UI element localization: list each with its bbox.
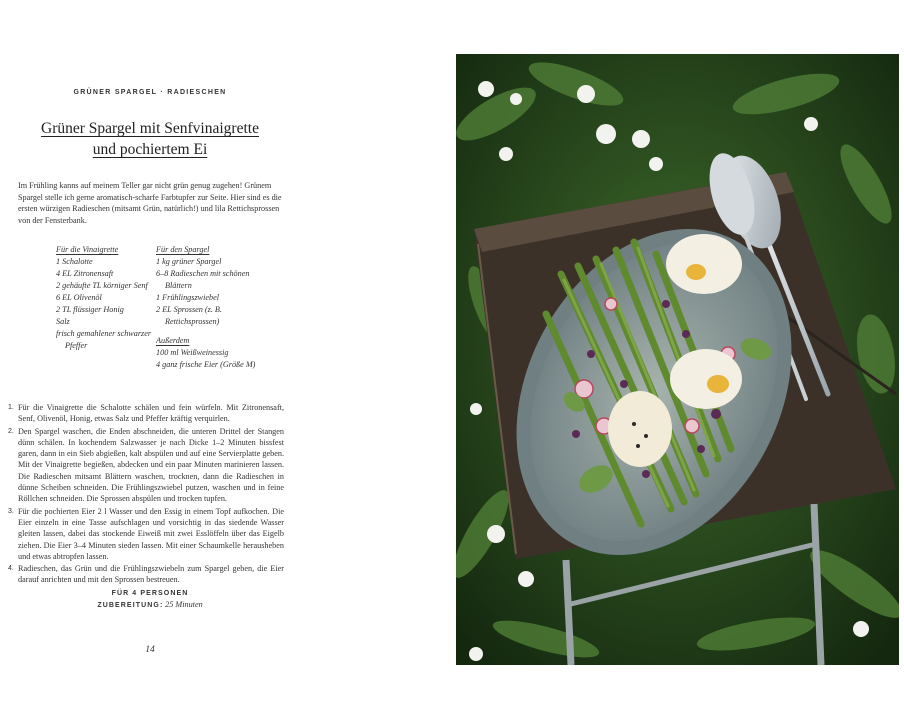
ingredient-item: 4 EL Zitronensaft [56,269,114,278]
step-text: Für die Vinaigrette die Schalotte schälen und fein würfeln. Mit Zitronensaft, Senf, Olivenöl, Honig, etwas Salz und Pfeffer kräftig verquirlen. [18,403,284,424]
step-number: 1. [8,404,14,411]
ingredient-item: 1 Frühlingszwiebel [156,293,219,302]
ingredient-item: 6–8 Radieschen mit schönen Blättern [156,269,250,290]
ingredient-item: 1 kg grüner Spargel [156,257,222,266]
ingredient-item: 6 EL Olivenöl [56,293,102,302]
ingredients-heading: Für die Vinaigrette [56,245,119,254]
servings-label: FÜR 4 PERSONEN [111,590,189,597]
prep-time-value: 25 Minuten [165,600,203,609]
recipe-step [8,506,284,562]
page-number: 14 [145,645,155,655]
ingredients-vinaigrette [56,244,156,352]
ingredient-item: 1 Schalotte [56,257,93,266]
ingredient-item: 4 ganz frische Eier (Größe M) [156,360,256,369]
recipe-step [8,402,284,425]
step-number: 4. [8,565,14,573]
ingredient-item: 100 ml Weißweinessig [156,348,229,357]
dish-photo [456,54,899,665]
ingredients-heading: Für den Spargel [156,245,210,254]
prep-time-label: ZUBEREITUNG: [97,602,164,609]
recipe-steps [8,402,284,587]
recipe-step [8,563,284,586]
ingredient-item: 2 EL Sprossen (z. B. Rettichsprossen) [156,305,222,326]
ingredient-item: Salz [56,317,70,326]
step-text: Den Spargel waschen, die Enden abschneiden, die unteren Drittel der Stangen dünn schälen. In kochendem Salzwasser je nach Dicke 1–2 Minuten bissfest garen, dann in ein Sieb abgießen, kalt abspülen und auf eine Servierplatte geben. Mit der Vinaigrette begießen, abdecken und ein paar Minuten marinieren lassen. Die Radieschen mitsamt Blättern waschen, trocknen, dann die Radieschen in dünne Scheiben schneiden. Die Frühlingszwiebel putzen, waschen und in feine Röllchen schneiden. Die Sprossen abspülen und trocken tupfen. [18,426,284,504]
recipe-intro: Im Frühling kanns auf meinem Teller gar nicht grün genug zugehen! Grünem Spargel stelle ich gerne aromatisch-scharfe Farbtupfer zur Seite. Hier sind es die ersten würzigen Radieschen (mitsamt Grün, natürlich!) und lila Rettichsprossen von der Fensterbank. [18,181,282,225]
recipe-step [8,426,284,505]
step-text: Für die pochierten Eier 2 l Wasser und den Essig in einem Topf aufkochen. Die Eier einzeln in eine Tasse aufschlagen und vorsichtig in das siedende Wasser gleiten lassen, dabei das stockende Eiweiß mit zwei Esslöffeln über das Eigelb ziehen. Die Eier 3–4 Minuten sieden lassen. Mit einer Schaumkelle herausheben und etwas abtropfen lassen. [18,506,284,561]
recipe-title-line-1: Grüner Spargel mit Senfvinaigrette [41,120,259,137]
step-number: 2. [8,427,14,435]
serving-info [0,588,300,611]
dish-illustration [456,54,899,665]
ingredients-spargel [156,244,276,371]
ingredient-item: 2 gehäufte TL körniger Senf [56,281,148,290]
step-number: 3. [8,507,14,515]
ingredients-heading: Außerdem [156,336,190,345]
recipe-title [0,118,300,160]
recipe-title-line-2: und pochiertem Ei [92,141,208,158]
section-kicker: GRÜNER SPARGEL · RADIESCHEN [73,89,227,96]
step-text: Radieschen, das Grün und die Frühlingszwiebeln zum Spargel geben, die Eier darauf anrichten und mit den Sprossen bestreuen. [18,564,284,585]
ingredient-item: 2 TL flüssiger Honig [56,305,124,314]
ingredient-item: frisch gemahlener schwarzer Pfeffer [56,329,152,350]
